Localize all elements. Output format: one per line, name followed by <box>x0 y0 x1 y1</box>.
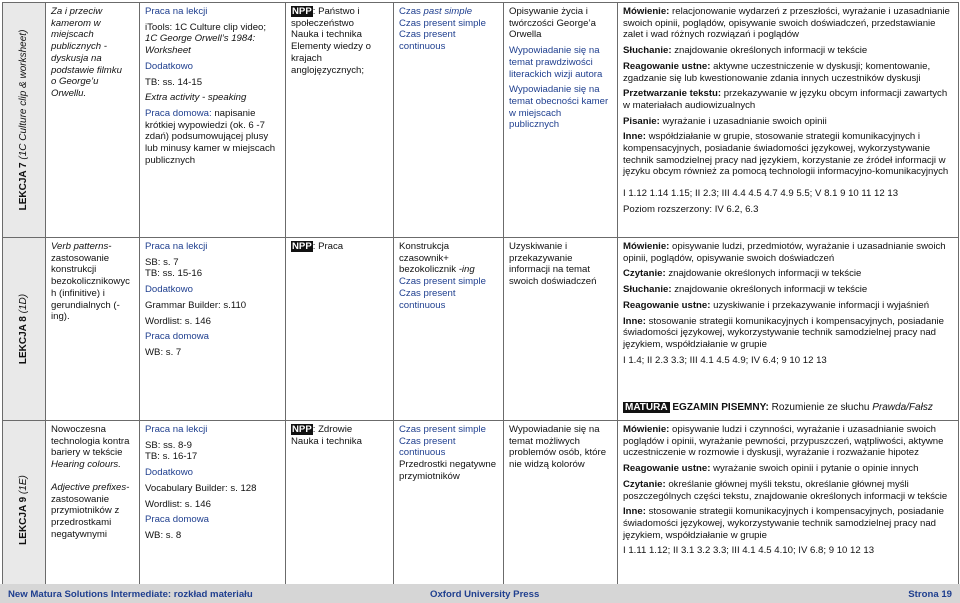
grammar-item: Czas present simple <box>399 276 486 288</box>
function-item: Wypowiadanie się na temat obecności kamer w miejscach publicznych <box>509 84 609 131</box>
lesson-9-topic <box>46 421 140 599</box>
topic-line: zastosowanie <box>51 252 110 264</box>
skill-text: określanie głównej myśli tekstu, określanie głównej myśli poszczególnych części tekstu, znajdowanie określonych informacji w tekście <box>623 478 948 502</box>
lesson-7-detail: (1C Culture clip & worksheet) <box>17 29 29 160</box>
lesson-9-detail: (1E) <box>17 474 29 494</box>
topic-line: bariery w tekście <box>51 447 123 459</box>
materials-grammar-builder: Grammar Builder: s.110 <box>145 299 247 311</box>
lesson-8-functions <box>504 238 618 421</box>
topic-line: Nowoczesna <box>51 424 106 435</box>
homework-text: napisanie krótkiej wypowiedzi (ok. 6 -7 zdań) podsumowującej plusy lub minusy kamer w miejscach publicznych <box>145 107 276 166</box>
footer-publisher: Oxford University Press <box>430 589 540 600</box>
topic-line: Za i przeciw <box>51 6 103 17</box>
skill-text: opisywanie ludzi, przedmiotów, wyrażanie i uzasadnianie swoich opinii, poglądów, opisywanie swoich doświadczeń <box>623 241 946 264</box>
lesson-7-topic <box>46 3 140 238</box>
materials-tb: TB: ss. 14-15 <box>145 76 203 88</box>
lesson-8-label: LEKCJA 8 <box>17 316 29 365</box>
topic-line: zastosowanie <box>51 493 110 505</box>
page-footer <box>0 584 960 603</box>
materials-wordlist: Wordlist: s. 146 <box>145 498 211 510</box>
materials-extra-heading: Dodatkowo <box>145 284 193 296</box>
footer-title: New Matura Solutions Intermediate: rozkład materiału <box>8 589 253 600</box>
topic-line: przedrostkami <box>51 516 112 528</box>
lesson-9-functions <box>504 421 618 599</box>
materials-homework-heading: Praca domowa <box>145 514 209 526</box>
npp-topic: Elementy wiedzy o <box>291 41 371 53</box>
skill-item <box>623 284 954 296</box>
topic-line: Hearing colours. <box>51 459 121 471</box>
lesson-8-npp <box>286 238 394 421</box>
curriculum-codes: I 1.11 1.12; II 3.1 3.2 3.3; III 4.1 4.5 4.10; IV 6.8; 9 10 12 13 <box>623 545 875 557</box>
materials-heading: Praca na lekcji <box>145 241 208 252</box>
skill-item <box>623 424 954 459</box>
materials-heading: Praca na lekcji <box>145 424 208 435</box>
topic-line: h (infinitive) i <box>51 287 105 299</box>
skill-label: Inne: <box>623 131 646 143</box>
materials-tb: TB: ss. 15-16 <box>145 268 203 280</box>
grammar-item: Czas present simple <box>399 424 486 435</box>
skill-text: uzyskiwanie i przekazywanie informacji i wyjaśnień <box>713 299 930 311</box>
topic-line: negatywnymi <box>51 528 107 540</box>
skill-text: stosowanie strategii komunikacyjnych i kompensacyjnych, posiadanie świadomości językowej, wykorzystywanie technik samodzielnej pracy nad językiem, współdziałanie w grupie <box>623 315 945 350</box>
materials-heading: Praca na lekcji <box>145 6 208 17</box>
skill-label: Inne: <box>623 315 646 327</box>
lesson-8-materials <box>140 238 286 421</box>
lesson-7-label-cell <box>3 3 46 238</box>
skill-item <box>623 463 954 475</box>
materials-worksheet: Worksheet <box>145 45 191 57</box>
materials-sb: SB: ss. 8-9 <box>145 439 192 451</box>
npp-topic: : Praca <box>312 241 344 252</box>
npp-topic: społeczeństwo <box>291 17 354 29</box>
lesson-7-npp <box>286 3 394 238</box>
materials-sb: SB: s. 7 <box>145 256 179 268</box>
exam-text: Rozumienie ze słuchu <box>771 401 870 413</box>
lesson-8-topic <box>46 238 140 421</box>
skill-text: znajdowanie określonych informacji w tekście <box>674 45 868 57</box>
lesson-8-grammar <box>394 238 504 421</box>
skill-label: Czytanie: <box>623 268 666 280</box>
function-item: Opisywanie życia i twórczości George’a Orwella <box>509 6 596 41</box>
skill-label: Mówienie: <box>623 424 670 435</box>
curriculum-codes: I 1.4; II 2.3 3.3; III 4.1 4.5 4.9; IV 6.4; 9 10 12 13 <box>623 354 827 366</box>
skill-label: Czytanie: <box>623 478 666 490</box>
topic-line: o George’u <box>51 76 99 88</box>
topic-line: Adjective prefixes- <box>51 481 130 493</box>
exam-format: Prawda/Fałsz <box>872 401 933 413</box>
matura-badge: MATURA <box>625 401 668 413</box>
npp-badge: NPP <box>292 6 312 17</box>
npp-badge: NPP <box>292 424 312 435</box>
npp-topic: Nauka i technika <box>291 435 362 447</box>
topic-line: miejscach <box>51 29 94 41</box>
curriculum-codes: I 1.12 1.14 1.15; II 2.3; III 4.4 4.5 4.7 4.9 5.5; V 8.1 9 10 11 12 13 <box>623 188 899 200</box>
lesson-row-9 <box>3 421 959 599</box>
materials-wb: WB: s. 8 <box>145 529 182 541</box>
skill-item <box>623 88 954 111</box>
topic-line: dyskusja na <box>51 52 102 64</box>
lesson-9-grammar <box>394 421 504 599</box>
skill-label: Mówienie: <box>623 6 670 17</box>
topic-line: gerundialnych (- <box>51 299 120 311</box>
extended-level: Poziom rozszerzony: IV 6.2, 6.3 <box>623 203 759 215</box>
skill-item <box>623 316 954 351</box>
npp-topic: krajach <box>291 52 322 64</box>
materials-extra-heading: Dodatkowo <box>145 60 193 72</box>
lesson-8-detail: (1D) <box>17 293 29 314</box>
npp-topic: anglojęzycznych; <box>291 64 365 76</box>
grammar-item: Czas present continuous <box>399 435 456 459</box>
lesson-9-label-cell <box>3 421 46 599</box>
skill-text: przekazywanie w języku obcym informacji zawartych w materiałach audiowizualnych <box>623 88 948 111</box>
npp-topic: Nauka i technika <box>291 29 362 41</box>
skill-label: Przetwarzanie tekstu: <box>623 88 722 100</box>
skill-item <box>623 61 954 84</box>
materials-clip: 1C George Orwell’s 1984: <box>145 33 256 45</box>
skill-item <box>623 116 954 128</box>
lesson-9-npp <box>286 421 394 599</box>
skill-label: Reagowanie ustne: <box>623 299 711 311</box>
grammar-item: Czas present continuous <box>399 29 456 53</box>
materials-homework <box>145 108 281 167</box>
skill-item <box>623 241 954 264</box>
topic-line: kamerom w <box>51 17 101 29</box>
materials-vocab-builder: Vocabulary Builder: s. 128 <box>145 482 257 494</box>
skill-text: relacjonowanie wydarzeń z przeszłości, wyrażanie i uzasadnianie swoich opinii, poglądów, opisywanie swoich doświadczeń, przedstawianie zalet i wad różnych rozwiązań i poglądów <box>623 6 950 41</box>
lesson-8-exam <box>618 395 959 421</box>
lesson-7-functions <box>504 3 618 238</box>
skill-item <box>623 300 954 312</box>
lesson-7-skills <box>618 3 959 238</box>
skill-text: aktywne uczestniczenie w dyskusji; komentowanie, zgadzanie się lub kwestionowanie zdania innych uczestników dyskusji <box>623 60 931 84</box>
grammar-item: Czas present simple <box>399 17 486 29</box>
skill-item <box>623 131 954 178</box>
skill-item <box>623 45 954 57</box>
npp-topic: : Państwo i <box>312 6 360 17</box>
grammar-item: Czas past simple <box>399 6 473 17</box>
skill-text: znajdowanie określonych informacji w tekście <box>674 284 868 296</box>
materials-extra-activity: Extra activity - speaking <box>145 92 247 104</box>
grammar-item: Czas present continuous <box>399 287 456 311</box>
skill-text: współdziałanie w grupie, stosowanie strategii komunikacyjnych i kompensacyjnych, posiadanie świadomości językowej, wykorzystywanie technik samodzielnej pracy nad językiem, korzystanie ze źródeł informacji w języku obcym również za pomocą technologii informacyjno-komunikacyjnych <box>623 131 949 178</box>
skill-item <box>623 6 954 41</box>
topic-line: Verb patterns- <box>51 241 112 252</box>
skill-label: Słuchanie: <box>623 284 672 296</box>
lesson-9-skills <box>618 421 959 599</box>
skill-label: Reagowanie ustne: <box>623 463 711 475</box>
grammar-item: Konstrukcja czasownik+ bezokolicznik -ing <box>399 241 475 276</box>
topic-line: technologia kontra <box>51 435 130 447</box>
lesson-9-label: LEKCJA 9 <box>17 496 29 545</box>
lesson-8-skills <box>618 238 959 395</box>
skill-item <box>623 268 954 280</box>
skill-item <box>623 506 954 541</box>
materials-wb: WB: s. 7 <box>145 346 182 358</box>
skill-text: stosowanie strategii komunikacyjnych i kompensacyjnych, posiadanie świadomości językowej, wykorzystywanie technik samodzielnej pracy nad językiem, współdziałanie w grupie <box>623 506 945 541</box>
materials-tb: TB: s. 16-17 <box>145 451 198 463</box>
npp-badge: NPP <box>292 241 312 252</box>
topic-line: konstrukcji <box>51 264 97 276</box>
topic-line: Orwellu. <box>51 87 87 99</box>
topic-line: bezokolicznikowyc <box>51 276 130 288</box>
npp-topic: : Zdrowie <box>312 424 353 435</box>
skill-text: wyrażanie swoich opinii i pytanie o opinie innych <box>713 463 919 475</box>
homework-label: Praca domowa: <box>145 107 212 119</box>
materials-itools: iTools: 1C Culture clip video; <box>145 21 267 33</box>
lesson-8-label-cell <box>3 238 46 421</box>
topic-line: podstawie filmku <box>51 64 122 76</box>
skill-text: wyrażanie i uzasadnianie swoich opinii <box>662 115 827 127</box>
topic-line: przymiotników z <box>51 505 120 517</box>
lesson-9-materials <box>140 421 286 599</box>
lesson-row-7 <box>3 3 959 238</box>
skill-text: opisywanie ludzi i czynności, wyrażanie i uzasadnianie swoich poglądów i opinii, wyrażanie pewności, przypuszczeń, wątpliwości, aktywne uczestniczenie w rozmowie i dyskusji, wyrażanie i rozważanie hipotez <box>623 424 944 459</box>
materials-extra-heading: Dodatkowo <box>145 467 193 479</box>
skill-label: Reagowanie ustne: <box>623 60 711 72</box>
function-item: Uzyskiwanie i przekazywanie informacji na temat swoich doświadczeń <box>509 241 597 288</box>
lesson-row-8 <box>3 238 959 395</box>
grammar-item: Przedrostki negatywne przymiotników <box>399 459 497 482</box>
footer-page-number: Strona 19 <box>908 589 952 600</box>
lesson-7-materials <box>140 3 286 238</box>
exam-title: EGZAMIN PISEMNY: <box>672 401 769 413</box>
skill-label: Słuchanie: <box>623 45 672 57</box>
skill-label: Mówienie: <box>623 241 670 252</box>
topic-line: ing). <box>51 311 70 323</box>
skill-label: Pisanie: <box>623 115 660 127</box>
function-item: Wypowiadanie się na temat prawdziwości literackich wizji autora <box>509 45 603 80</box>
topic-line: publicznych - <box>51 41 107 53</box>
skill-text: znajdowanie określonych informacji w tekście <box>668 268 862 280</box>
skill-item <box>623 479 954 502</box>
materials-homework-heading: Praca domowa <box>145 331 209 343</box>
skill-label: Inne: <box>623 506 646 518</box>
lesson-7-label: LEKCJA 7 <box>17 162 29 211</box>
lesson-plan-table <box>2 2 959 599</box>
function-item: Wypowiadanie się na temat możliwych problemów osób, które nie widzą kolorów <box>509 424 607 471</box>
materials-wordlist: Wordlist: s. 146 <box>145 315 211 327</box>
lesson-7-grammar <box>394 3 504 238</box>
